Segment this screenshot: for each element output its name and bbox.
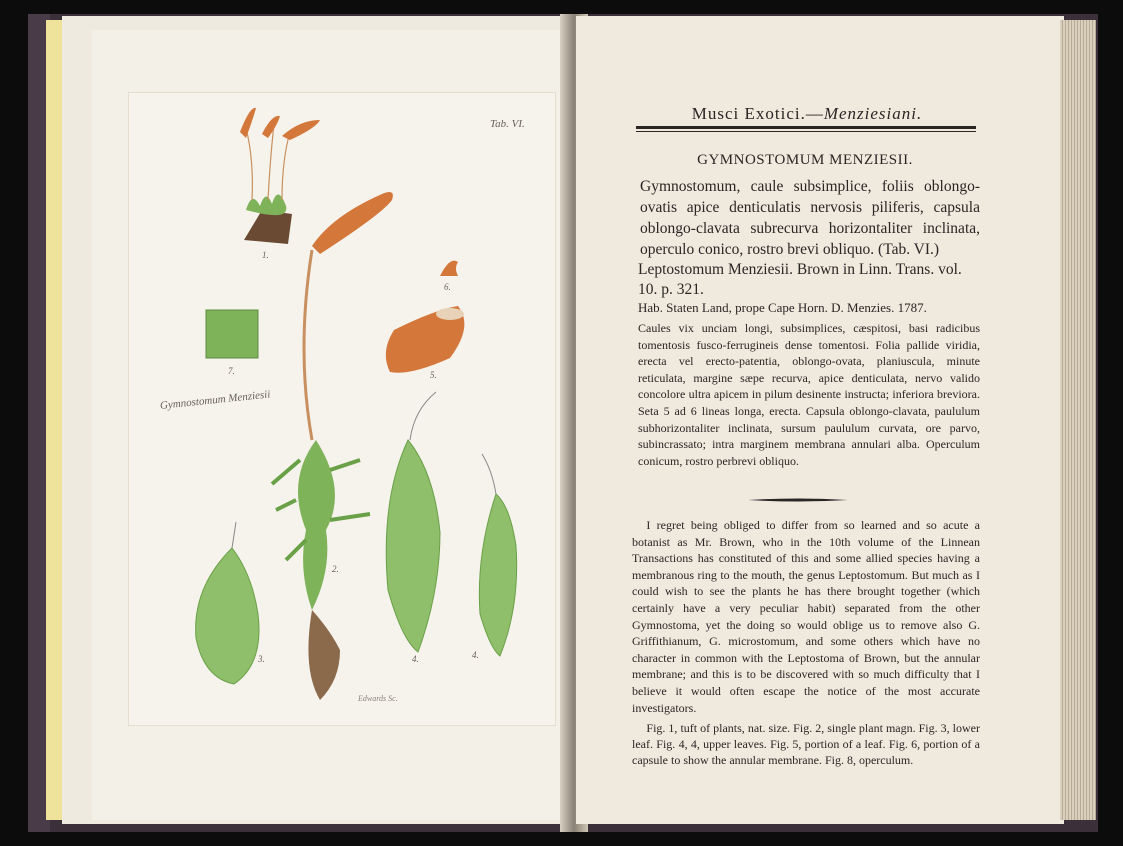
fig7-leaf-portion xyxy=(206,310,258,358)
fig-label-6: 6. xyxy=(444,282,451,292)
header-rule-thick xyxy=(636,126,976,129)
page-header-suffix: Menziesiani. xyxy=(823,104,923,123)
commentary-paragraph: I regret being obliged to differ from so learned and so acute a botanist as Mr. Brown, who in the 10th volume of the Linnean Transactions has constituted of this and some allied species having a membranous ring to the mouth, the genus Leptostomum. But much as I could wish to see the plants he has there brought together (which certainly have a very peculiar habit) separated from the other Gymnostoma, yet the doing so would oblige us to remove also G. Griffithianum, G. microstomum, and some others which have no character in common with the Leptostoma of Brown, but the annular membrane; and this is to be discovered with so much difficulty that I believe it would often escape the notice of the most accurate investigators. xyxy=(632,518,980,715)
fig-label-4b: 4. xyxy=(472,650,479,660)
habitat-line: Hab. Staten Land, prope Cape Horn. D. Menzies. 1787. xyxy=(638,300,927,315)
page-header-prefix: Musci Exotici.— xyxy=(691,104,824,123)
figure-explanation: Fig. 1, tuft of plants, nat. size. Fig. 2, single plant magn. Fig. 3, lower leaf. Fig. 4, 4, upper leaves. Fig. 5, portion of a leaf. Fig. 6, portion of a capsule to show the annular membrane. Fig. 8, operculum. xyxy=(632,721,980,767)
fig-label-2: 2. xyxy=(332,564,339,574)
page-header xyxy=(676,104,938,124)
plate-plant-name: Gymnostomum Menziesii xyxy=(159,388,271,412)
fig-label-5: 5. xyxy=(430,370,437,380)
fig4-upper-leaf-a xyxy=(386,440,440,652)
fig2-single-plant xyxy=(272,192,393,700)
fig-label-7: 7. xyxy=(228,366,235,376)
fig3-lower-leaf xyxy=(196,548,259,684)
section-ornament xyxy=(748,498,848,502)
plate-engraver: Edwards Sc. xyxy=(358,694,398,703)
species-title: GYMNOSTOMUM MENZIESII. xyxy=(697,152,913,168)
fig-label-1: 1. xyxy=(262,250,269,260)
fig4-upper-leaf-b xyxy=(479,494,516,656)
fig-label-3: 3. xyxy=(258,654,265,664)
fig-label-4a: 4. xyxy=(412,654,419,664)
diagnosis-paragraph: Gymnostomum, caule subsimplice, foliis oblongo-ovatis apice denticulatis nervosis piliferis, capsula oblongo-clavata subrecurva horizontaliter inclinata, operculo conico, rostro brevi obliquo. (Tab. VI.) xyxy=(640,178,980,258)
synonym-paragraph: Leptostomum Menziesii. Brown in Linn. Trans. vol. 10. p. 321. xyxy=(638,261,962,298)
fig8-operculum xyxy=(440,261,458,276)
description-paragraph: Caules vix unciam longi, subsimplices, cæspitosi, basi radicibus tomentosis fusco-ferrugineis dense tomentosi. Folia pallide viridia, erecta vel erecto-patentia, oblongo-ovata, planiuscula, minute reticulata, margine sæpe recurva, apice denticulata, nervo valido concolore ultra apicem in pilum desinente instructa; inferiora breviora. Seta 5 ad 6 lineas longa, erecta. Capsula oblongo-clavata, paululum subhorizontaliter inclinata, sursum paululum curvata, ore parvo, subincrassato; intra marginem membrana annulari alba. Operculum conicum, rostro perbrevi obliquo. xyxy=(638,321,980,468)
fig1-tuft-illustration xyxy=(240,108,320,244)
plate-tab-label: Tab. VI. xyxy=(490,118,525,130)
header-rule-thin xyxy=(636,131,976,132)
